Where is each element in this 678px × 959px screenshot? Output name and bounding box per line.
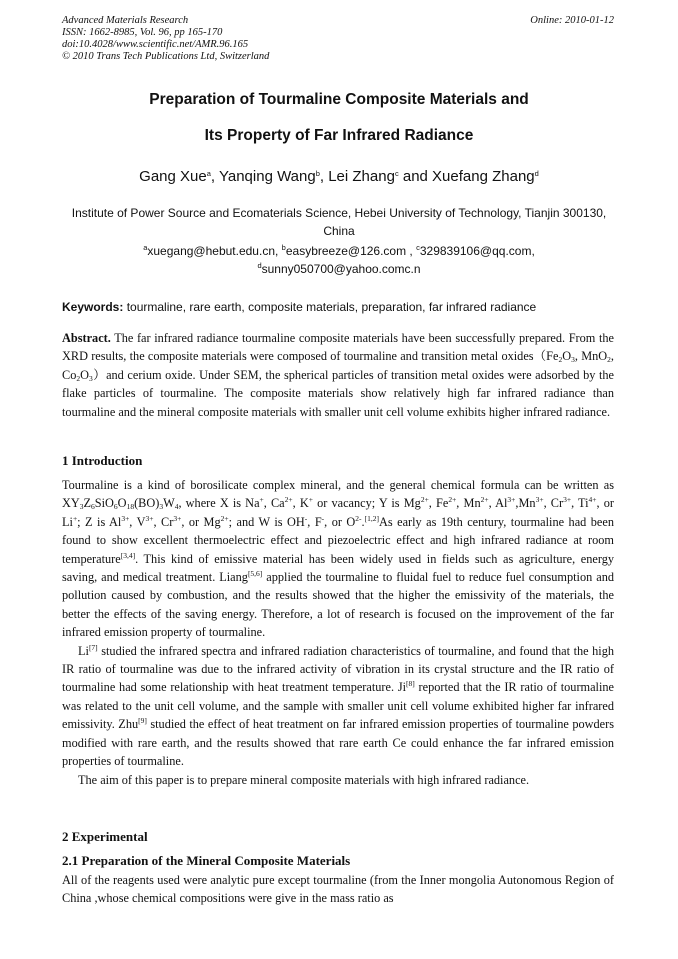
- subsection-heading-preparation: 2.1 Preparation of the Mineral Composite Materials: [62, 853, 351, 868]
- email-a[interactable]: xuegang@hebut.edu.cn,: [147, 244, 282, 258]
- journal-header: [62, 15, 269, 63]
- citation-8[interactable]: [8]: [406, 679, 415, 689]
- issn-line: ISSN: 1662-8985, Vol. 96, pp 165-170: [62, 27, 223, 38]
- introduction-body: [62, 476, 614, 789]
- copyright-line: © 2010 Trans Tech Publications Ltd, Switzerland: [62, 51, 270, 62]
- journal-name: Advanced Materials Research: [62, 15, 189, 26]
- citation-1-2[interactable]: [1,2]: [364, 513, 379, 523]
- affiliation: Institute of Power Source and Ecomaterials Science, Hebei University of Technology, Tianjin 300130, China: [71, 206, 607, 238]
- section-heading-experimental: 2 Experimental: [62, 829, 148, 844]
- author-list: Gang Xue$^a$, Yanqing Wang$^b$, Lei Zhang$^c$ and Xuefang Zhang$^d$: [139, 168, 539, 185]
- citation-7[interactable]: [7]: [88, 642, 98, 652]
- intro-paragraph-3: The aim of this paper is to prepare mineral composite materials with high infrared radiance.: [78, 772, 530, 787]
- email-d[interactable]: sunny050700@yahoo.comc.n: [261, 262, 421, 276]
- intro-paragraph-2: Li[7] studied the infrared spectra and infrared radiation characteristics of tourmaline, and found that the high IR ratio of tourmaline was due to the infrared activity of vibration in its crystal structure and the IR ratio of tourmaline had some relationship with heat treatment temperature. Ji[8] reported that the IR ratio of tourmaline was related to the unit cell volume, and the sample with smaller unit cell volume exhibited higher far infrared emissivity. Zhu[9] studied the effect of heat treatment on far infrared emission properties of tourmaline powders modified with rare earth, and the results showed that rare earth Ce could enhance the far infrared emission properties of tourmaline.: [62, 642, 614, 769]
- doi-line[interactable]: doi:10.4028/www.scientific.net/AMR.96.165: [62, 39, 249, 50]
- author-emails: $^a$xuegang@hebut.edu.cn, $^b$easybreeze@126.com , $^c$329839106@qq.com, $^d$sunny050700@yahoo.comc.n: [143, 243, 535, 276]
- citation-5-6[interactable]: [5,6]: [247, 569, 263, 579]
- intro-paragraph-1: Tourmaline is a kind of borosilicate complex mineral, and the general chemical formula can be written as $XY_3Z_6SiO_6O_{18}(BO)_3W_4$, where X is Na+, $Ca^{2+}$, K+ or vacancy; Y is $Mg^{2+}$, $Fe^{2+}$, $Mn^{2+}$, $Al^{3+},Mn^{3+}$, $Cr^{3+}$, $Ti^{4+}$, or Li+; Z is $Al^{3+}$, $V^{3+}$, $Cr^{3+}$, or $Mg^{2+}$; and W is OH-, F-, or $O^{2-}.[1,2]As$ early as 19th century, tourmaline had been found to show excellent thermoelectric effect and piezoelectric effect and high infrared radiance at room temperature[3,4]. This kind of emissive material has been widely used in fields such as agriculture, energy saving, and medical treatment. Liang[5,6] applied the tourmaline to fluidal fuel to reduce fuel consumption and pollution caused by combustion, and the results showed that the higher the emissivity of the materials, the better the effects of the saving energy. Therefore, a lot of research is focused on the improvement of the far infrared emission property of tourmaline.: [62, 478, 614, 640]
- section-heading-introduction: 1 Introduction: [62, 453, 143, 468]
- email-b[interactable]: easybreeze@126.com ,: [285, 244, 417, 258]
- keywords: [62, 300, 614, 314]
- experimental-paragraph-1: All of the reagents used were analytic pure except tourmaline (from the Inner mongolia Autonomous Region of China ,whose chemical compositions were give in the mass ratio as: [62, 873, 614, 906]
- paper-title-line2: Its Property of Far Infrared Radiance: [204, 127, 474, 144]
- online-date: Online: 2010-01-12: [530, 15, 614, 26]
- abstract-label: Abstract.: [62, 331, 111, 345]
- citation-3-4[interactable]: [3,4]: [120, 550, 136, 560]
- citation-9[interactable]: [9]: [138, 716, 147, 726]
- email-c[interactable]: 329839106@qq.com,: [419, 244, 535, 258]
- keywords-label: Keywords:: [62, 300, 124, 314]
- paper-title-line1: Preparation of Tourmaline Composite Materials and: [149, 91, 529, 108]
- keywords-text: tourmaline, rare earth, composite materials, preparation, far infrared radiance: [123, 300, 537, 314]
- abstract: Abstract. The far infrared radiance tourmaline composite materials have been successfully prepared. From the XRD results, the composite materials were composed of tourmaline and transition metal $oxides(Fe_2O_3$, MnO$_2$, $Co_2O_3)and$ cerium oxide. Under SEM, the spherical particles of transition metal oxides were adsorbed by the flake particles of tourmaline. The composite materials show relatively high far infrared radiance than tourmaline and the mineral composite materials with smaller unit cell volume exhibits higher infrared radiance.: [62, 331, 614, 419]
